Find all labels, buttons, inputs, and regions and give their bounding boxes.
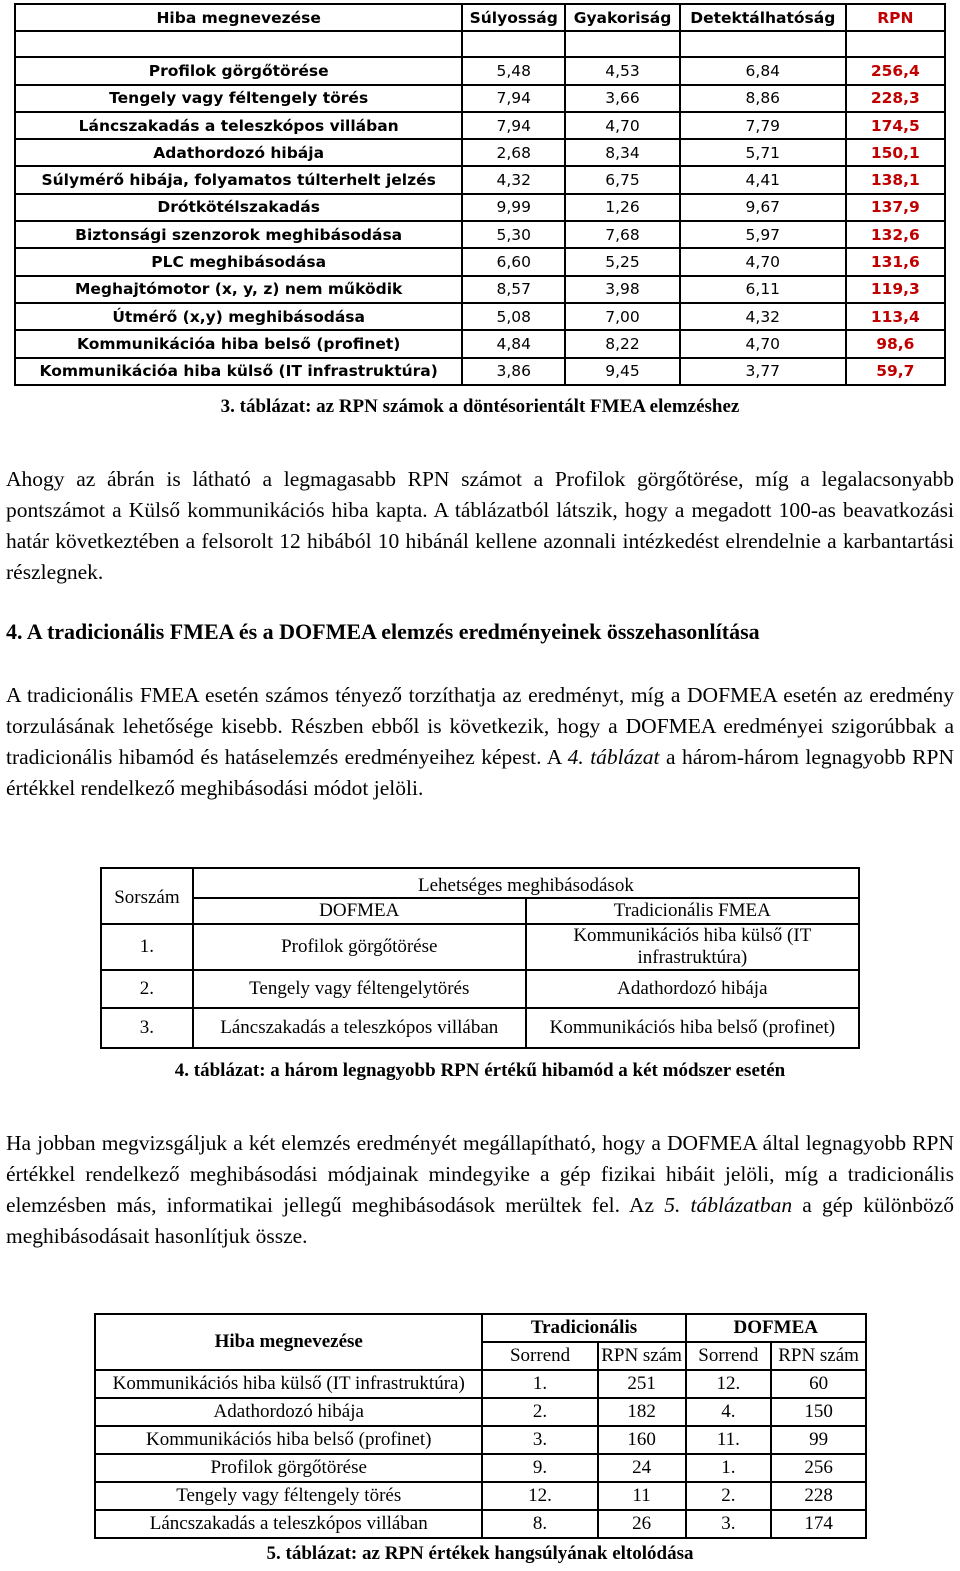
table-row [15, 248, 945, 275]
cell-rpn: 59,7 [846, 358, 945, 385]
rpn-table [14, 3, 946, 386]
table-row [15, 194, 945, 221]
rpn-comparison-table [94, 1313, 867, 1539]
cell-value: 11 [598, 1482, 686, 1510]
cell-value: 4. [686, 1398, 772, 1426]
cell-value: 4,84 [462, 330, 565, 357]
table-row [15, 57, 945, 84]
cell-value: 251 [598, 1370, 686, 1398]
paragraph-3-text: Ha jobban megvizsgáljuk a két elemzés eredményét megállapítható, hogy a DOFMEA által legnagyobb RPN értékkel rendelkező meghibásodási módjainak mindegyike a gép fizikai hibáit jelöli, míg a tradicionális elemzésben más, informatikai jellegű meghibásodások merültek fel. Az [6, 1131, 954, 1217]
cell-hiba: Tengely vagy féltengely törés [15, 85, 462, 112]
cell-value: 12. [482, 1482, 597, 1510]
empty-row [15, 31, 945, 57]
table-row [95, 1510, 866, 1538]
cell-value: 150 [771, 1398, 866, 1426]
table-row [15, 85, 945, 112]
cell-hiba: Láncszakadás a teleszkópos villában [15, 112, 462, 139]
cell-hiba: Drótkötélszakadás [15, 194, 462, 221]
cell-value: 5,71 [680, 139, 846, 166]
cell-rpn: 98,6 [846, 330, 945, 357]
cell-value: 9,99 [462, 194, 565, 221]
table3-caption: 3. táblázat: az RPN számok a döntésorientált FMEA elemzéshez [220, 396, 740, 417]
cell-value: 11. [686, 1426, 772, 1454]
header-lehetseges: Lehetséges meghibásodások [193, 868, 859, 898]
cell-value: 3. [686, 1510, 772, 1538]
table-row [95, 1482, 866, 1510]
cell-hiba: Kommunikációs hiba belső (profinet) [95, 1426, 482, 1454]
cell-value: 8,34 [565, 139, 680, 166]
cell-tradicionalis: Kommunikációs hiba belső (profinet) [526, 1008, 859, 1048]
header-hiba: Hiba megnevezése [15, 4, 462, 31]
paragraph-1: Ahogy az ábrán is látható a legmagasabb RPN számot a Profilok görgőtörése, míg a legalacsonyabb pontszámot a Külső kommunikációs hiba kapta. A táblázatból látszik, hogy a megadott 100-as beavatkozási határ következtében a felsorolt 12 hibából 10 hibánál kellene azonnali intézkedést elrendelnie a karbantartási részlegnek. [6, 467, 954, 584]
table4-caption: 4. táblázat: a három legnagyobb RPN értékű hibamód a két módszer esetén [174, 1060, 786, 1081]
cell-value: 4,41 [680, 166, 846, 193]
subheader-sorrend: Sorrend [482, 1342, 597, 1370]
cell-value: 7,94 [462, 85, 565, 112]
cell-hiba: Biztonsági szenzorok meghibásodása [15, 221, 462, 248]
paragraph-3 [6, 1128, 954, 1252]
cell-value: 9. [482, 1454, 597, 1482]
cell-rpn: 228,3 [846, 85, 945, 112]
cell-hiba: Kommunikációa hiba külső (IT infrastruktúra) [15, 358, 462, 385]
cell-value: 4,32 [462, 166, 565, 193]
cell-sorszam: 1. [101, 924, 193, 970]
table4-reference: 4. táblázat [567, 745, 660, 769]
cell-value: 6,84 [680, 57, 846, 84]
cell-value: 3,66 [565, 85, 680, 112]
cell-hiba: Súlymérő hibája, folyamatos túlterhelt jelzés [15, 166, 462, 193]
table-row [15, 221, 945, 248]
cell-sorszam: 3. [101, 1008, 193, 1048]
cell-value: 3,98 [565, 276, 680, 303]
cell-value: 2. [686, 1482, 772, 1510]
header-gyakorisag: Gyakoriság [565, 4, 680, 31]
cell-hiba: Meghajtómotor (x, y, z) nem működik [15, 276, 462, 303]
header-tradicionalis: Tradicionális [482, 1314, 685, 1342]
cell-value: 7,68 [565, 221, 680, 248]
subheader-rpn: RPN szám [771, 1342, 866, 1370]
header-dofmea: DOFMEA [686, 1314, 866, 1342]
cell-dofmea: Tengely vagy féltengelytörés [193, 970, 526, 1008]
cell-hiba: Láncszakadás a teleszkópos villában [95, 1510, 482, 1538]
table-row [15, 303, 945, 330]
cell-hiba: Útmérő (x,y) meghibásodása [15, 303, 462, 330]
table-header-row [101, 868, 859, 898]
cell-value: 6,60 [462, 248, 565, 275]
cell-value: 8,86 [680, 85, 846, 112]
cell-value: 4,53 [565, 57, 680, 84]
cell-value: 4,32 [680, 303, 846, 330]
header-dofmea: DOFMEA [193, 898, 526, 924]
cell-value: 3,86 [462, 358, 565, 385]
paragraph-2 [6, 680, 954, 804]
table-row [101, 924, 859, 970]
table5-reference: 5. táblázatban [664, 1193, 793, 1217]
cell-value: 1. [686, 1454, 772, 1482]
cell-value: 1. [482, 1370, 597, 1398]
cell-value: 256 [771, 1454, 866, 1482]
table-row [95, 1426, 866, 1454]
cell-value: 4,70 [565, 112, 680, 139]
cell-rpn: 113,4 [846, 303, 945, 330]
table-row [95, 1370, 866, 1398]
header-tradicionalis: Tradicionális FMEA [526, 898, 859, 924]
header-sulyossag: Súlyosság [462, 4, 565, 31]
cell-value: 5,25 [565, 248, 680, 275]
cell-value: 7,79 [680, 112, 846, 139]
cell-hiba: Adathordozó hibája [95, 1398, 482, 1426]
cell-value: 3,77 [680, 358, 846, 385]
subheader-rpn: RPN szám [598, 1342, 686, 1370]
cell-value: 26 [598, 1510, 686, 1538]
cell-value: 4,70 [680, 248, 846, 275]
table-header-row [95, 1314, 866, 1342]
cell-sorszam: 2. [101, 970, 193, 1008]
table-row [95, 1398, 866, 1426]
cell-dofmea: Láncszakadás a teleszkópos villában [193, 1008, 526, 1048]
cell-value: 99 [771, 1426, 866, 1454]
cell-rpn: 138,1 [846, 166, 945, 193]
cell-value: 182 [598, 1398, 686, 1426]
header-detektalhatosag: Detektálhatóság [680, 4, 846, 31]
cell-value: 24 [598, 1454, 686, 1482]
cell-value: 5,97 [680, 221, 846, 248]
cell-value: 3. [482, 1426, 597, 1454]
cell-hiba: Profilok görgőtörése [95, 1454, 482, 1482]
table-row [101, 1008, 859, 1048]
cell-hiba: Kommunikációa hiba belső (profinet) [15, 330, 462, 357]
paragraph-3-text-end: a gép különböző meghibásodásait hasonlítjuk össze. [6, 1193, 954, 1248]
cell-hiba: Tengely vagy féltengely törés [95, 1482, 482, 1510]
table-row [15, 358, 945, 385]
top-failures-table [100, 867, 860, 1049]
cell-rpn: 150,1 [846, 139, 945, 166]
header-rpn: RPN [846, 4, 945, 31]
cell-value: 5,30 [462, 221, 565, 248]
cell-hiba: Profilok görgőtörése [15, 57, 462, 84]
table-subheader-row [101, 898, 859, 924]
table-row [15, 112, 945, 139]
cell-rpn: 132,6 [846, 221, 945, 248]
cell-value: 6,11 [680, 276, 846, 303]
cell-value: 2. [482, 1398, 597, 1426]
cell-rpn: 119,3 [846, 276, 945, 303]
cell-rpn: 256,4 [846, 57, 945, 84]
table-row [15, 166, 945, 193]
cell-value: 60 [771, 1370, 866, 1398]
paragraph-2-text-end: a három-három legnagyobb RPN értékkel rendelkező meghibásodási módot jelöli. [6, 745, 954, 800]
cell-value: 1,26 [565, 194, 680, 221]
table-row [95, 1454, 866, 1482]
cell-hiba: PLC meghibásodása [15, 248, 462, 275]
cell-value: 2,68 [462, 139, 565, 166]
cell-value: 4,70 [680, 330, 846, 357]
table-row [15, 139, 945, 166]
cell-value: 8,57 [462, 276, 565, 303]
cell-value: 6,75 [565, 166, 680, 193]
cell-value: 9,67 [680, 194, 846, 221]
table-row [101, 970, 859, 1008]
cell-value: 228 [771, 1482, 866, 1510]
paragraph-2-text: A tradicionális FMEA esetén számos tényező torzíthatja az eredményt, míg a DOFMEA esetén az eredmény torzulásának lehetősége kisebb. Részben ebből is következik, hogy a DOFMEA eredményei szigorúbbak a tradicionális hibamód és hatáselemzés eredményeihez képest. A [6, 683, 954, 769]
header-hiba: Hiba megnevezése [95, 1314, 482, 1370]
cell-rpn: 174,5 [846, 112, 945, 139]
table-header-row [15, 4, 945, 31]
cell-value: 160 [598, 1426, 686, 1454]
cell-value: 9,45 [565, 358, 680, 385]
table-row [15, 330, 945, 357]
table-row [15, 276, 945, 303]
cell-value: 5,08 [462, 303, 565, 330]
cell-value: 8,22 [565, 330, 680, 357]
cell-rpn: 131,6 [846, 248, 945, 275]
header-sorszam: Sorszám [101, 868, 193, 924]
cell-value: 7,94 [462, 112, 565, 139]
cell-value: 12. [686, 1370, 772, 1398]
cell-hiba: Adathordozó hibája [15, 139, 462, 166]
cell-hiba: Kommunikációs hiba külső (IT infrastruktúra) [95, 1370, 482, 1398]
section-heading-4: 4. A tradicionális FMEA és a DOFMEA elemzés eredményeinek összehasonlítása [6, 619, 760, 644]
cell-dofmea: Profilok görgőtörése [193, 924, 526, 970]
cell-value: 174 [771, 1510, 866, 1538]
cell-value: 7,00 [565, 303, 680, 330]
subheader-sorrend: Sorrend [686, 1342, 772, 1370]
cell-value: 8. [482, 1510, 597, 1538]
cell-tradicionalis: Adathordozó hibája [526, 970, 859, 1008]
cell-value: 5,48 [462, 57, 565, 84]
cell-rpn: 137,9 [846, 194, 945, 221]
cell-tradicionalis: Kommunikációs hiba külső (IT infrastruktúra) [526, 924, 859, 970]
table5-caption: 5. táblázat: az RPN értékek hangsúlyának eltolódása [266, 1543, 694, 1564]
